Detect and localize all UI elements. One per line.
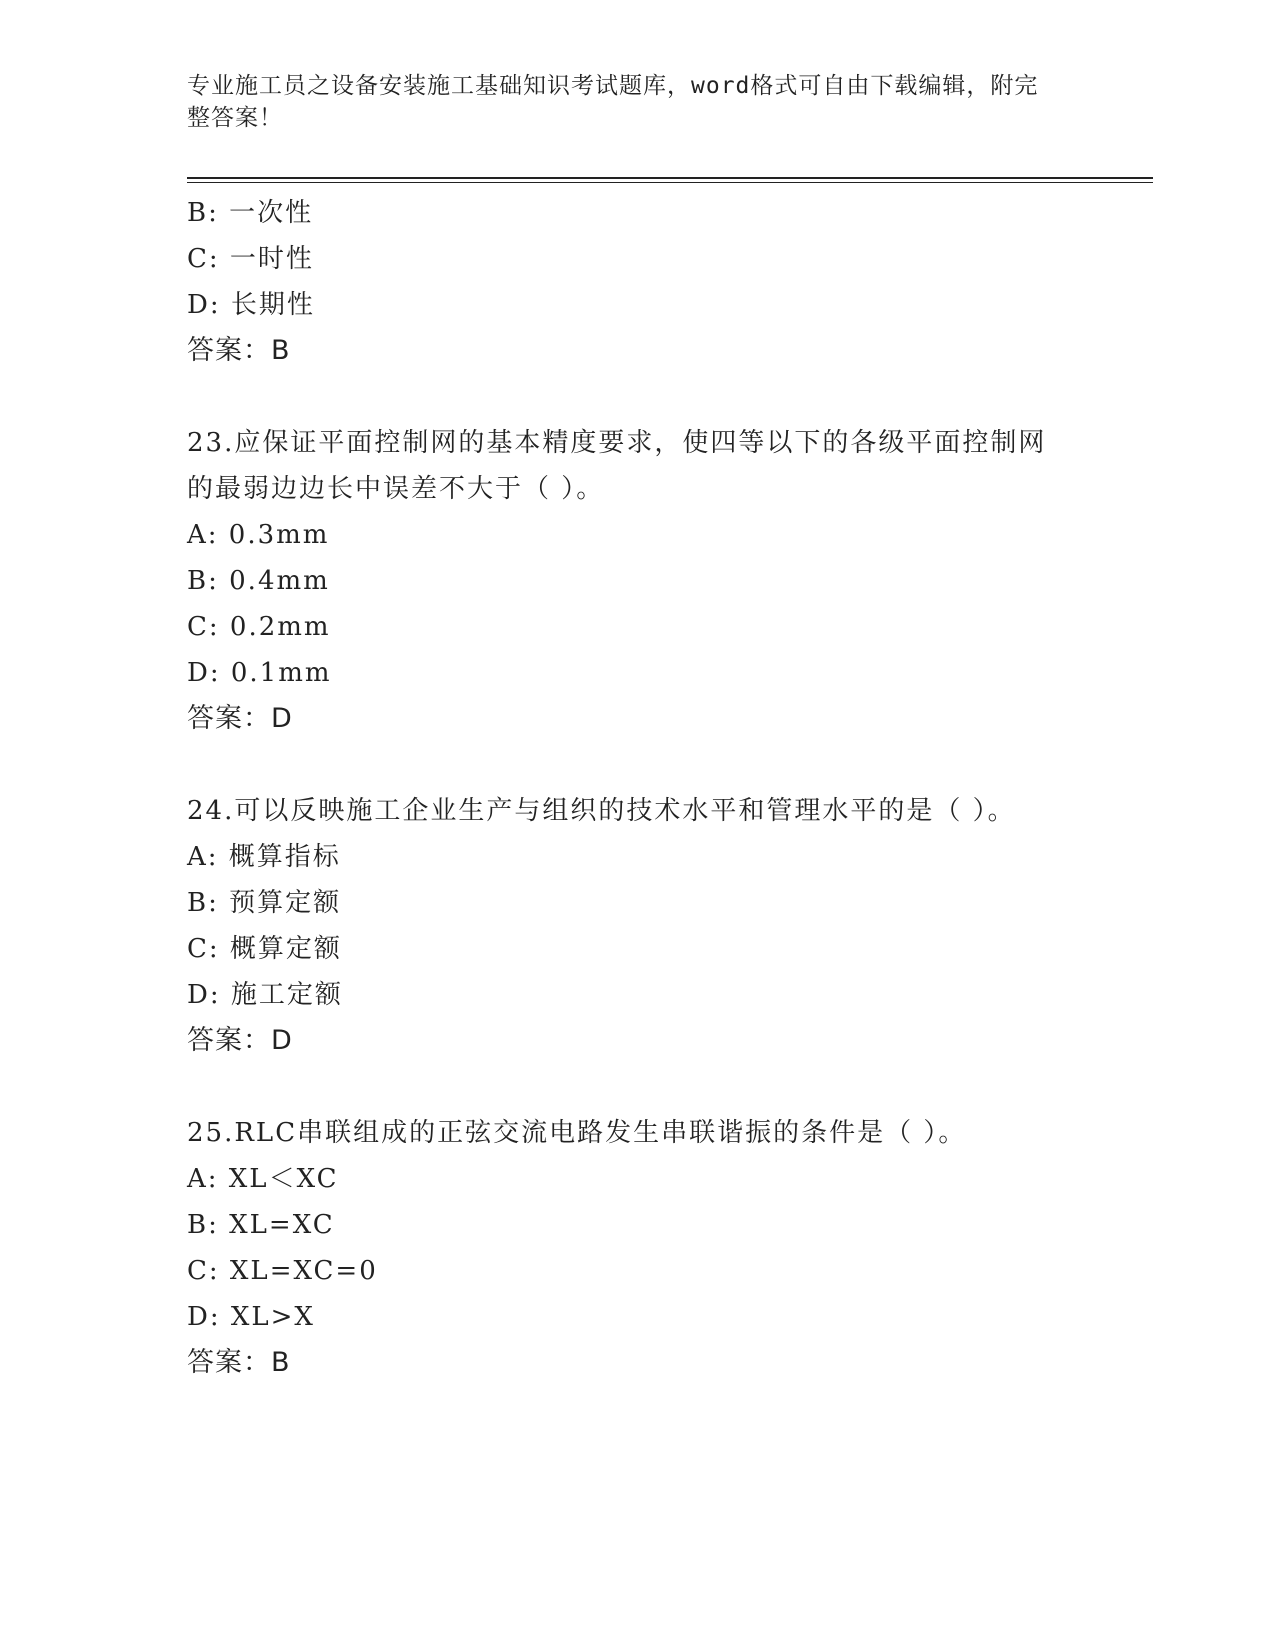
question-23 bbox=[187, 420, 1087, 742]
header-divider-thin bbox=[187, 182, 1153, 183]
question-25 bbox=[187, 1110, 1087, 1386]
option-a: A: 0.3mm bbox=[187, 520, 330, 550]
option-d: D: 长期性 bbox=[187, 290, 315, 320]
option-d: D: XL>X bbox=[187, 1302, 315, 1332]
option-c: C: 概算定额 bbox=[187, 934, 342, 964]
option-c: C: 一时性 bbox=[187, 244, 314, 274]
option-a: A: 概算指标 bbox=[187, 842, 341, 872]
answer: 答案：D bbox=[187, 1025, 293, 1056]
option-a: A: XL＜XC bbox=[187, 1164, 339, 1194]
option-b: B: 一次性 bbox=[187, 198, 314, 228]
header-line-2: 整答案！ bbox=[187, 105, 283, 131]
question-24 bbox=[187, 788, 1087, 1064]
question-22 bbox=[187, 190, 1087, 374]
question-text: 25.RLC串联组成的正弦交流电路发生串联谐振的条件是（ ）。 bbox=[187, 1118, 967, 1148]
header-line-1: 专业施工员之设备安装施工基础知识考试题库，word格式可自由下载编辑，附完 bbox=[187, 73, 1039, 99]
question-text: 24.可以反映施工企业生产与组织的技术水平和管理水平的是（ ）。 bbox=[187, 796, 1016, 826]
option-d: D: 施工定额 bbox=[187, 980, 343, 1010]
question-spacer bbox=[187, 374, 1087, 420]
header-divider-thick bbox=[187, 177, 1153, 179]
question-list bbox=[187, 190, 1087, 1386]
document-header bbox=[187, 70, 1067, 134]
question-text-line-1: 23.应保证平面控制网的基本精度要求，使四等以下的各级平面控制网 bbox=[187, 428, 1047, 458]
option-c: C: 0.2mm bbox=[187, 612, 331, 642]
answer: 答案：D bbox=[187, 703, 293, 734]
question-spacer bbox=[187, 1064, 1087, 1110]
option-c: C: XL=XC=0 bbox=[187, 1256, 378, 1286]
answer: 答案：B bbox=[187, 335, 291, 366]
question-text-line-2: 的最弱边边长中误差不大于（ ）。 bbox=[187, 474, 605, 504]
answer: 答案：B bbox=[187, 1347, 291, 1378]
option-d: D: 0.1mm bbox=[187, 658, 332, 688]
question-spacer bbox=[187, 742, 1087, 788]
option-b: B: 预算定额 bbox=[187, 888, 342, 918]
option-b: B: 0.4mm bbox=[187, 566, 330, 596]
option-b: B: XL=XC bbox=[187, 1210, 335, 1240]
